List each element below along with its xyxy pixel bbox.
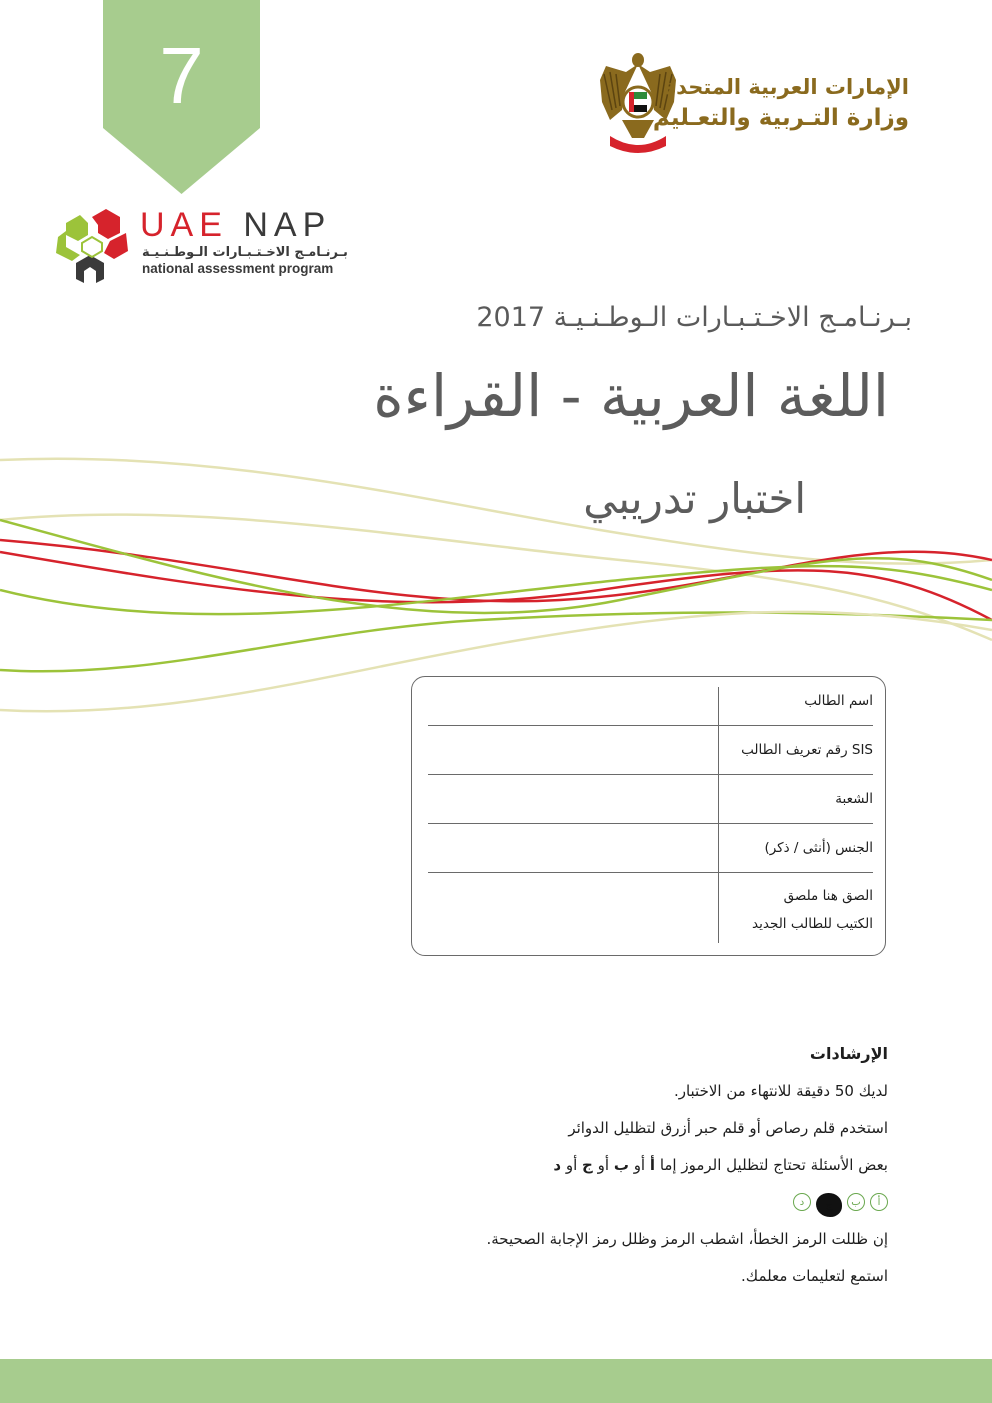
sticker-label-line2: الكتيب للطالب الجديد <box>752 916 873 932</box>
student-name-row <box>428 677 873 726</box>
nap-arabic-name: بـرنـامـج الاخـتـبـارات الـوطـنـيـة <box>142 245 348 260</box>
student-info-box <box>411 676 886 956</box>
instruction-options-text: بعض الأسئلة تحتاج لتظليل الرموز إما <box>659 1156 888 1174</box>
answer-bubbles-example <box>328 1193 888 1219</box>
instruction-options <box>328 1156 888 1182</box>
sis-row <box>428 726 873 775</box>
instructions <box>328 1044 888 1304</box>
option-c-label: ج <box>582 1156 593 1174</box>
instruction-correction: إن ظللت الرمز الخطأ، اشطب الرمز وظلل رمز الإجابة الصحيحة. <box>486 1230 888 1248</box>
sticker-row <box>428 873 873 947</box>
section-label: الشعبة <box>835 791 873 807</box>
sis-label: SIS رقم تعريف الطالب <box>741 742 873 758</box>
nap-english-name: national assessment program <box>142 261 334 276</box>
option-d-label: د <box>553 1156 562 1174</box>
nap-title-uae: UAE <box>140 206 228 244</box>
nap-logo-icon <box>52 205 132 287</box>
ministry-name <box>653 72 909 134</box>
sis-field[interactable] <box>428 726 715 774</box>
section-row <box>428 775 873 824</box>
ministry-title: وزارة التـربية والتعـليم <box>652 105 909 131</box>
sticker-label <box>719 873 873 947</box>
bubble-a: أ <box>870 1193 888 1211</box>
grade-number: 7 <box>159 31 204 120</box>
option-b-label: ب <box>613 1156 629 1174</box>
instruction-listen: استمع لتعليمات معلمك. <box>741 1267 888 1285</box>
instructions-heading: الإرشادات <box>809 1044 888 1063</box>
sticker-label-line1: الصق هنا ملصق <box>783 888 873 904</box>
option-a-label: أ <box>649 1156 656 1174</box>
footer-bar <box>0 1359 992 1403</box>
or-word: أو <box>565 1156 578 1174</box>
gender-field[interactable] <box>428 824 715 872</box>
or-word: أو <box>597 1156 610 1174</box>
test-type-title: اختبار تدريبي <box>583 474 806 523</box>
gender-label: الجنس (أنثى / ذكر) <box>764 840 873 856</box>
bubble-c-filled: ج <box>816 1193 842 1217</box>
student-name-label: اسم الطالب <box>804 693 873 709</box>
sticker-area[interactable] <box>428 873 715 947</box>
subject-title: اللغة العربية - القراءة <box>373 362 889 430</box>
nap-title <box>140 208 331 242</box>
student-name-field[interactable] <box>428 677 715 725</box>
instruction-pen: استخدم قلم رصاص أو قلم حبر أزرق لتظليل الدوائر <box>568 1119 888 1137</box>
gender-row <box>428 824 873 873</box>
program-year-heading: بـرنـامـج الاخـتـبـارات الـوطـنـيـة 2017 <box>476 302 912 333</box>
ministry-country: الإمارات العربية المتحدة <box>663 75 909 99</box>
bubble-d: د <box>793 1193 811 1211</box>
nap-title-nap: NAP <box>243 206 332 244</box>
bubble-b: ب <box>847 1193 865 1211</box>
grade-tab <box>103 0 260 194</box>
section-field[interactable] <box>428 775 715 823</box>
instruction-time: لديك 50 دقيقة للانتهاء من الاختبار. <box>673 1082 888 1100</box>
or-word: أو <box>633 1156 646 1174</box>
